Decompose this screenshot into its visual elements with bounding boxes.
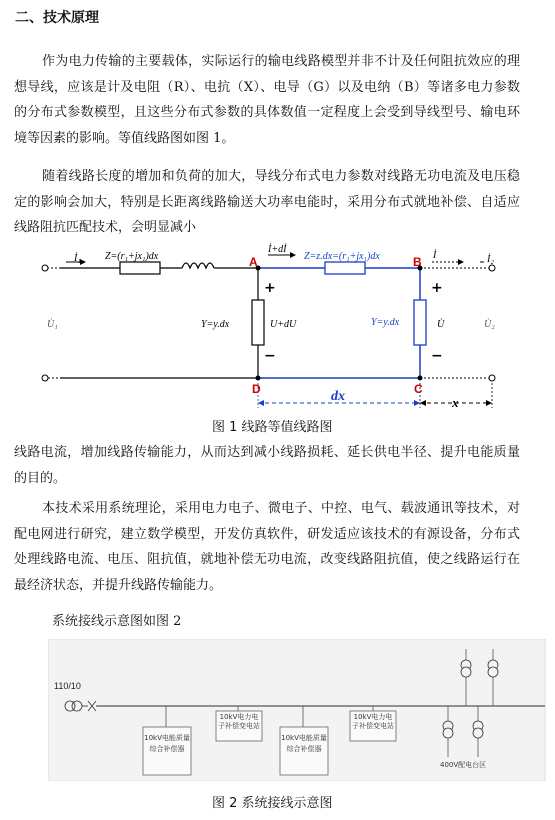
label-y-left: Y=y.dx — [201, 319, 230, 330]
paragraph-1: 作为电力传输的主要载体，实际运行的输电线路模型并非不计及任何阻抗效应的理想导线，应该是计及电阻（R）、电抗（X）、电导（G）以及电纳（B）等诸多电力参数的分布式参数模型，且这些分布式参数的具体数值一定程度上会受到导线型号、输电环境等因素的影响。等值线路图如图 1。 — [14, 54, 520, 146]
plus-right: + — [431, 280, 443, 296]
label-i-di: İ+dİ — [268, 244, 287, 255]
minus-left: − — [264, 348, 276, 364]
node-d: D — [252, 382, 261, 396]
label-i2: İ₂ — [487, 254, 494, 265]
paragraph-5: 系统接线示意图如图 2 — [52, 614, 182, 629]
label-u2: U̇₂ — [484, 319, 495, 330]
label-dx: dx — [331, 389, 345, 404]
figure-2-caption: 图 2 系统接线示意图 — [212, 796, 333, 811]
label-y-right: Y=y.dx — [371, 317, 400, 328]
label-x: x — [452, 395, 459, 410]
box-substation-2: 10kV电力电子补偿变电站 — [352, 713, 394, 730]
ratio-label: 110/10 — [54, 681, 81, 691]
label-u-du: U+dU — [270, 319, 297, 330]
paragraph-4: 本技术采用系统理论，采用电力电子、微电子、中控、电气、载波通讯等技术，对配电网进行研究，建立数学模型，开发仿真软件，研发适应该技术的有源设备，分布式处理线路电流、电压、阻抗值，就地补偿无功电流，改变线路阻抗值，使之线路运行在最经济状态，并提升线路传输能力。 — [14, 501, 520, 593]
label-i1: İ₁ — [74, 253, 81, 264]
distribution-area-label: 400V配电台区 — [440, 761, 487, 769]
label-z-mid: Z=z.dx=(r₁+jx₁)dx — [304, 251, 380, 262]
section-heading: 二、技术原理 — [15, 10, 99, 26]
node-a: A — [249, 255, 258, 269]
label-u1: U̇₁ — [47, 319, 58, 330]
figure-2-diagram — [48, 639, 548, 781]
box-substation-1: 10kV电力电子补偿变电站 — [218, 713, 260, 730]
paragraph-2: 随着线路长度的增加和负荷的加大，导线分布式电力参数对线路无功电流及电压稳定的影响会加大，特别是长距离线路输送大功率电能时，采用分布式就地补偿、自适应线路阻抗匹配技术，会明显减小 — [14, 169, 520, 236]
label-u: U̇ — [437, 319, 445, 330]
minus-right: − — [431, 348, 443, 364]
label-z-left: Z=(r₁+jx₁)dx — [105, 251, 159, 262]
label-i-mid: İ — [433, 250, 437, 261]
figure-1-caption: 图 1 线路等值线路图 — [212, 420, 333, 435]
node-b: B — [413, 255, 422, 269]
box-compensator-1: 10kV电能质量综合补偿器 — [144, 734, 190, 753]
box-compensator-2: 10kV电能质量综合补偿器 — [281, 734, 327, 753]
paragraph-3: 线路电流，增加线路传输能力，从而达到减小线路损耗、延长供电半径、提升电能质量的目的。 — [14, 445, 520, 486]
plus-left: + — [264, 280, 276, 296]
node-c: C — [414, 382, 423, 396]
